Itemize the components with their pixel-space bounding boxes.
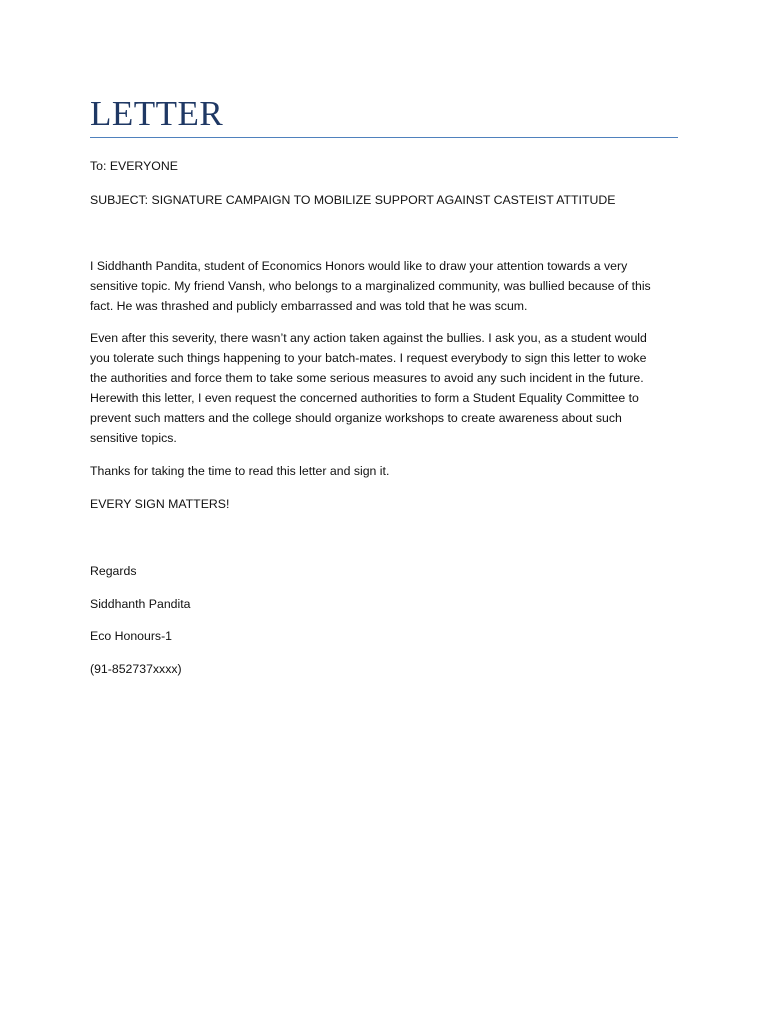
paragraph-line: I Siddhanth Pandita, student of Economics Honors would like to draw your attention towards a very	[90, 259, 628, 273]
paragraph-line: Herewith this letter, I even request the concerned authorities to form a Student Equality Committee to	[90, 391, 639, 405]
paragraph-request	[90, 328, 680, 448]
regards-line: Regards	[90, 564, 137, 578]
paragraph-line: prevent such matters and the college should organize workshops to create awareness about such	[90, 411, 622, 425]
signer-class: Eco Honours-1	[90, 629, 173, 643]
thanks-line: Thanks for taking the time to read this letter and sign it.	[90, 464, 390, 478]
paragraph-line: the authorities and force them to take some serious measures to avoid any such incident in the future.	[90, 371, 644, 385]
subject-line: SUBJECT: SIGNATURE CAMPAIGN TO MOBILIZE SUPPORT AGAINST CASTEIST ATTITUDE	[90, 193, 616, 207]
paragraph-line: Even after this severity, there wasn’t any action taken against the bullies. I ask you, as a student would	[90, 331, 647, 345]
paragraph-incident	[90, 256, 680, 316]
signer-phone: (91-852737xxxx)	[90, 662, 182, 676]
paragraph-line: sensitive topics.	[90, 431, 177, 445]
closing-slogan: EVERY SIGN MATTERS!	[90, 497, 230, 511]
signer-name: Siddhanth Pandita	[90, 597, 191, 611]
recipient-line: To: EVERYONE	[90, 159, 178, 173]
paragraph-line: sensitive topic. My friend Vansh, who belongs to a marginalized community, was bullied because of this	[90, 279, 651, 293]
letter-title: LETTER	[90, 94, 224, 133]
title-divider	[90, 137, 678, 138]
paragraph-line: fact. He was thrashed and publicly embarrassed and was told that he was scum.	[90, 299, 528, 313]
paragraph-line: you tolerate such things happening to your batch-mates. I request everybody to sign this letter to woke	[90, 351, 647, 365]
